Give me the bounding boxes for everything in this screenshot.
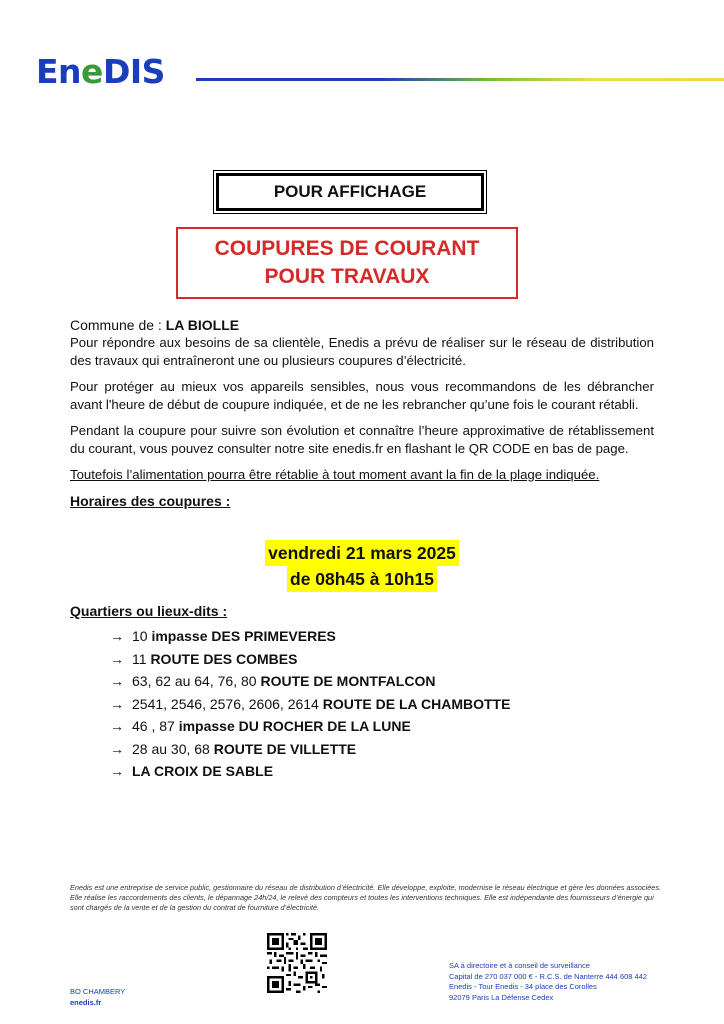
pour-affichage-box: [216, 173, 484, 211]
schedule-highlight: [0, 540, 724, 592]
schedule-date: vendredi 21 mars 2025: [265, 540, 459, 566]
list-item: → LA CROIX DE SABLE: [110, 760, 654, 783]
arrow-icon: →: [110, 718, 124, 734]
schedule-time: de 08h45 à 10h15: [287, 566, 437, 592]
schedule-title: Horaires des coupures :: [70, 493, 231, 509]
paragraph-3: Pendant la coupure pour suivre son évolution et connaître l’heure approximative de rétablissement du courant, vous pouvez consulter notre site enedis.fr en flashant le QR CODE en bas de page.: [70, 423, 654, 456]
pour-affichage-label: POUR AFFICHAGE: [273, 182, 427, 201]
footer-company-line: 92079 Paris La Défense Cedex: [449, 992, 554, 1002]
arrow-icon: →: [110, 628, 124, 644]
arrow-icon: →: [110, 695, 124, 712]
arrow-icon: →: [110, 673, 124, 689]
footer-office: BO CHAMBERY: [70, 987, 126, 996]
commune-line: [70, 316, 654, 334]
main-content: [70, 316, 654, 510]
title-line-1: COUPURES DE COURANT: [214, 237, 480, 260]
legal-notice: Enedis est une entreprise de service public, gestionnaire du réseau de distribution d’électricité. Elle développe, exploite, modernise le réseau électrique et gère les données associées. Elle réalise les raccordements des clients, le dépannage 24h/24, le relevé des compteurs et toutes les interventions techniques. Elle est indépendante des fournisseurs d’énergie qui sont chargés de la vente et de la gestion du contrat de fourniture d’électricité.: [70, 883, 661, 912]
arrow-icon: →: [110, 650, 124, 667]
list-item: → 11 ROUTE DES COMBES: [110, 648, 654, 671]
quartiers-section: [70, 603, 654, 783]
footer-company-line: Capital de 270 037 000 € - R.C.S. de Nanterre 444 608 442: [449, 971, 648, 981]
footer-website-link[interactable]: enedis.fr: [70, 998, 102, 1007]
header-stripe: [196, 78, 724, 81]
title-line-2: POUR TRAVAUX: [264, 265, 430, 288]
list-item: → 10 impasse DES PRIMEVERES: [110, 625, 654, 648]
commune-name: LA BIOLLE: [165, 317, 240, 333]
quartiers-title: Quartiers ou lieux-dits :: [70, 603, 228, 619]
list-item: → 28 au 30, 68 ROUTE DE VILLETTE: [110, 738, 654, 761]
arrow-icon: →: [110, 740, 124, 757]
footer-left: [70, 986, 125, 1008]
footer-company-line: SA à directoire et à conseil de surveillance: [449, 961, 590, 970]
footer-company-line: Enedis - Tour Enedis - 34 place des Corolles: [449, 982, 597, 992]
paragraph-1: Pour répondre aux besoins de sa clientèle, Enedis a prévu de réaliser sur le réseau de distribution des travaux qui entraîneront une ou plusieurs coupures d’électricité.: [70, 335, 654, 368]
title-box: [176, 227, 518, 299]
paragraph-2: Pour protéger au mieux vos appareils sensibles, nous vous recommandons de les débrancher avant l'heure de début de coupure indiquée, et de ne les rebrancher qu’une fois le courant rétabli.: [70, 379, 654, 412]
header: [36, 52, 724, 92]
list-item: → 63, 62 au 64, 76, 80 ROUTE DE MONTFALCON: [110, 670, 654, 693]
qr-code-icon[interactable]: [267, 933, 327, 993]
arrow-icon: →: [110, 763, 124, 779]
quartiers-list: [110, 625, 654, 783]
list-item: → 2541, 2546, 2576, 2606, 2614 ROUTE DE LA CHAMBOTTE: [110, 693, 654, 716]
list-item: → 46 , 87 impasse DU ROCHER DE LA LUNE: [110, 715, 654, 738]
enedis-logo: EneDIS: [36, 52, 165, 91]
paragraph-4: Toutefois l’alimentation pourra être rétablie à tout moment avant la fin de la plage indiquée.: [70, 467, 600, 482]
footer-company-info: [449, 961, 647, 1003]
commune-label: Commune de :: [70, 317, 166, 333]
